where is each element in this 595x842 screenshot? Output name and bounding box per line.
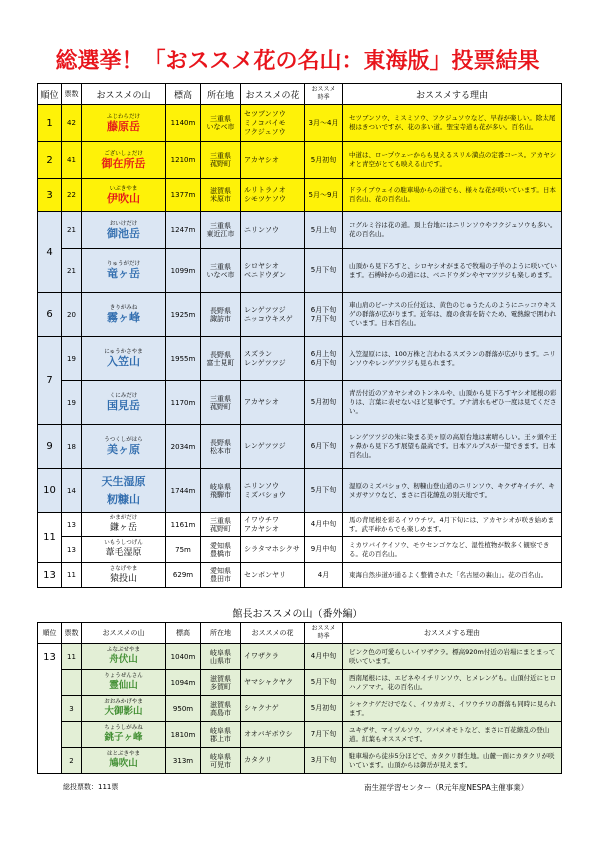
mountain-kana: にゅうかさやま	[104, 349, 143, 355]
city: いなべ市	[206, 270, 235, 279]
location-cell	[201, 644, 241, 670]
flower-cell	[241, 105, 305, 142]
header-height: 標高	[166, 84, 201, 105]
height-cell: 1744m	[166, 469, 201, 513]
table-row	[38, 537, 562, 563]
season-value: 6月下旬	[310, 305, 337, 314]
mountain-cell	[82, 337, 166, 381]
mountain-name: 美ヶ原	[107, 443, 140, 456]
prefecture: 長野県	[210, 438, 231, 447]
mountain-cell	[82, 105, 166, 142]
rank-cell: 9	[38, 425, 62, 469]
mountain-kana: くにみだけ	[109, 393, 138, 399]
reason-cell: 入笠湿原には、100万株と言われるスズランの群落が広がります。ニリンソウやレンゲツツジも見られます。	[343, 337, 562, 381]
season-cell: 5月初旬	[305, 696, 343, 722]
flower-name: アカヤシオ	[244, 155, 279, 164]
season-cell: 5月下旬	[305, 670, 343, 696]
season-cell	[305, 293, 343, 337]
reason-cell: 車山肩のビーナスの丘付近は、黄色のじゅうたんのようにニッコウキスゲの群落が広がります。近年は、鹿の食害を防ぐため、電熱線で囲われています。日本百名山。	[343, 293, 562, 337]
season-cell: 3月下旬	[305, 748, 343, 774]
reason-cell: セツブンソウ、ミスミソウ、フクジュソウなど、早春が楽しい。除太尾根はきついですが、花の多い道。聖宝寺道も花が多い。百名山。	[343, 105, 562, 142]
flower-cell	[241, 381, 305, 425]
header-season-a: おススメ	[311, 86, 336, 93]
votes-cell: 41	[62, 142, 82, 179]
mountain-cell	[82, 748, 166, 774]
reason-cell: ミカワバイケイソウ、モウセンゴケなど、湿性植物が数多く観察できる。花の百名山。	[343, 537, 562, 563]
height-cell: 1140m	[166, 105, 201, 142]
flower-name: ベニドウダン	[244, 270, 286, 279]
extra-row	[38, 670, 562, 696]
reason-cell: 西南尾根には、エビネやイチリンソウ、ヒメレンゲも。山頂付近にヒロハノアマナ。花の百名山。	[343, 670, 562, 696]
flower-name: スズラン	[244, 349, 272, 358]
mountain-name: 国見岳	[107, 399, 140, 412]
header-mountain: おススメの山	[82, 623, 166, 644]
mountain-name: 御池岳	[107, 226, 140, 240]
rank-cell: 2	[38, 142, 62, 179]
city: 東近江市	[206, 230, 235, 238]
page-title: 総選挙！「おススメ花の名山：東海版」投票結果	[55, 49, 540, 74]
reason-cell: 湿原のミズバショウ、籾糠山登山道のニリンソウ、キクザキイチゲ、キヌガサソウなど、まさに百花繚乱の別天地です。	[343, 469, 562, 513]
table-header	[38, 84, 562, 105]
flower-cell	[241, 469, 305, 513]
mountain-kana: うつくしがはら	[104, 437, 143, 443]
votes-cell: 13	[62, 537, 82, 563]
votes-cell: 21	[62, 249, 82, 293]
location-cell	[201, 469, 241, 513]
mountain-kana: おおみかげやま	[104, 699, 143, 705]
height-cell: 1040m	[166, 644, 201, 670]
extra-row	[38, 644, 562, 670]
mountain-kana: いもうしつげん	[104, 540, 143, 546]
season-value: 7月下旬	[310, 314, 337, 323]
mountain-cell	[82, 563, 166, 588]
header-mountain: おススメの山	[82, 84, 166, 105]
reason-cell: ユキザサ、マイヅルソウ、ツバメオモトなど、まさに百花繚乱の登山道。紅葉もオススメです。	[343, 722, 562, 748]
mountain-name: 霊仙山	[109, 680, 138, 691]
extra-row	[38, 748, 562, 774]
flower-name: ミズバショウ	[244, 490, 286, 499]
results-table	[37, 83, 562, 588]
mountain-cell	[82, 513, 166, 537]
flower-name: シロヤシオ	[244, 261, 279, 270]
prefecture: 三重県	[210, 262, 231, 271]
table-row	[38, 293, 562, 337]
header-flower: おススメの花	[241, 84, 305, 105]
height-cell: 75m	[166, 537, 201, 563]
flower-cell: オオバギボウシ	[241, 722, 305, 748]
extra-section-title: 館長おススメの山（番外編）	[232, 609, 363, 620]
city: 郡上市	[210, 734, 231, 743]
flower-cell: シャクナゲ	[241, 696, 305, 722]
flower-name: ニリンソウ	[244, 481, 279, 490]
flower-name: フクジュソウ	[244, 127, 286, 136]
mountain-cell	[82, 212, 166, 249]
city: 高島市	[210, 708, 231, 717]
mountain-kana: かまがだけ	[109, 515, 138, 521]
reason-cell: 中道は、ロープウェーからも見えるスリル満点の定番コース。アカヤシオと青空がとても映える山です。	[343, 142, 562, 179]
city: 米原市	[210, 195, 231, 203]
reason-cell: コグルミ谷は花の道。頂上台地にはニリンソウやフクジュソウも多い。花の百名山。	[343, 212, 562, 249]
location-cell	[201, 105, 241, 142]
flower-cell	[241, 212, 305, 249]
prefecture: 愛知県	[210, 541, 231, 550]
city: 豊田市	[210, 575, 231, 583]
height-cell: 629m	[166, 563, 201, 588]
season-cell: 4月中旬	[305, 644, 343, 670]
season-cell: 5月初旬	[305, 142, 343, 179]
flower-name: センボンヤリ	[244, 570, 286, 579]
votes-cell: 3	[62, 696, 82, 722]
mountain-cell	[82, 644, 166, 670]
mountain-name: 葦毛湿原	[105, 548, 142, 558]
location-cell	[201, 563, 241, 588]
flower-name: シモツケソウ	[244, 195, 286, 203]
table-row	[38, 425, 562, 469]
table-row	[38, 381, 562, 425]
flower-name: セツブンソウ	[244, 109, 286, 118]
city: 富士見町	[206, 358, 235, 367]
organizer: 南生涯学習センター（R元年度NESPA主催事業）	[364, 783, 529, 792]
reason-cell: 山頂から見下ろすと、シロヤシオがまるで牧場の子羊のように咲いています。石榑峠からの道には、ベニドウダンやヤマツツジも楽しめます。	[343, 249, 562, 293]
votes-cell: 42	[62, 105, 82, 142]
mountain-name: 御在所岳	[101, 156, 146, 170]
flower-cell	[241, 513, 305, 537]
mountain-kana: りゅうがだけ	[106, 261, 140, 267]
mountain-cell	[82, 249, 166, 293]
mountain-cell	[82, 696, 166, 722]
prefecture: 滋賀県	[210, 700, 231, 709]
prefecture: 長野県	[210, 350, 231, 359]
mountain-cell	[82, 722, 166, 748]
height-cell: 1099m	[166, 249, 201, 293]
mountain-kana: おいけだけ	[109, 220, 138, 227]
header-season-b: 時季	[317, 94, 330, 101]
votes-cell: 14	[62, 469, 82, 513]
season-cell: 5月～9月	[305, 179, 343, 212]
rank-cell: 6	[38, 293, 62, 337]
city: 豊橋市	[210, 549, 231, 558]
flower-name: シラタマホシクサ	[244, 545, 300, 553]
mountain-name: 鎌ヶ岳	[109, 523, 137, 533]
season-cell: 6月下旬	[305, 425, 343, 469]
mountain-name: 入笠山	[107, 355, 140, 368]
reason-cell: レンゲツツジの朱に染まる美ヶ原の高原台地は素晴らしい。王ヶ頭や王ヶ鼻から見下ろす展望も最高です。日本アルプスが一望できます。日本百名山。	[343, 425, 562, 469]
votes-cell: 21	[62, 212, 82, 249]
prefecture: 三重県	[210, 394, 231, 403]
prefecture: 岐阜県	[210, 482, 231, 491]
extra-table-header	[38, 623, 562, 644]
mountain-name: 大御影山	[104, 706, 143, 717]
flower-name: レンゲツツジ	[244, 442, 286, 450]
mountain-kana: ございしょだけ	[104, 150, 143, 157]
mountain-kana: りょうぜんさん	[104, 673, 143, 679]
height-cell: 1161m	[166, 513, 201, 537]
extra-table	[37, 622, 562, 774]
height-cell: 1170m	[166, 381, 201, 425]
city: 菰野町	[210, 160, 231, 168]
header-rank: 順位	[38, 84, 62, 105]
prefecture: 滋賀県	[210, 674, 231, 683]
city: 可児市	[210, 760, 231, 769]
city: 山県市	[210, 656, 231, 665]
mountain-name: 天生湿原	[101, 474, 146, 488]
mountain-kana: さなげやま	[109, 565, 138, 572]
season-cell: 5月上旬	[305, 212, 343, 249]
votes-cell: 22	[62, 179, 82, 212]
season-cell: 4月	[305, 563, 343, 588]
season-cell: 5月下旬	[305, 469, 343, 513]
mountain-kana: いぶきやま	[109, 185, 138, 192]
flower-name: アカヤシオ	[244, 398, 279, 406]
votes-cell: 20	[62, 293, 82, 337]
flower-cell	[241, 337, 305, 381]
votes-cell: 18	[62, 425, 82, 469]
mountain-name: 猿投山	[109, 573, 137, 584]
table-row	[38, 179, 562, 212]
location-cell	[201, 513, 241, 537]
flower-name: ニリンソウ	[244, 225, 279, 234]
city: 飛騨市	[210, 490, 231, 499]
mountain-cell	[82, 469, 166, 513]
total-votes: 総投票数：111票	[63, 783, 119, 791]
location-cell	[201, 748, 241, 774]
flower-name: レンゲツツジ	[244, 305, 286, 314]
location-cell	[201, 381, 241, 425]
height-cell: 2034m	[166, 425, 201, 469]
rank-cell: 3	[38, 179, 62, 212]
mountain-name: 鳩吹山	[109, 758, 138, 769]
season-cell: 5月初旬	[305, 381, 343, 425]
flower-name: ニッコウキスゲ	[244, 314, 293, 323]
flower-name: レンゲツツジ	[244, 358, 286, 367]
city: 松本市	[210, 446, 231, 455]
location-cell	[201, 722, 241, 748]
city: 多賀町	[210, 682, 231, 691]
reason-cell: シャクナゲだけでなく、イワカガミ、イワウチワの群落も同時に見られます。	[343, 696, 562, 722]
city: 菰野町	[210, 402, 231, 411]
prefecture: 三重県	[210, 516, 231, 525]
flower-cell: ヤマシャクヤク	[241, 670, 305, 696]
mountain-kana: はとぶきやま	[106, 751, 140, 757]
prefecture: 三重県	[210, 152, 231, 160]
rank-cell: 1	[38, 105, 62, 142]
mountain-cell	[82, 179, 166, 212]
votes-cell: 11	[62, 563, 82, 588]
mountain-name: 籾糠山	[107, 492, 140, 506]
season-cell: 9月中旬	[305, 537, 343, 563]
reason-cell: 東海自然歩道が通るよく整備された「名古屋の裏山」。花の百名山。	[343, 563, 562, 588]
reason-cell: 馬の背尾根を彩るイワウチワ。4月下旬には、アカヤシオが咲き始めます。武平峠からでも楽しめます。	[343, 513, 562, 537]
mountain-cell	[82, 293, 166, 337]
prefecture: 岐阜県	[210, 648, 231, 657]
location-cell	[201, 537, 241, 563]
prefecture: 三重県	[210, 115, 231, 123]
mountain-name: 竜ヶ岳	[107, 267, 140, 280]
header-reason: おススメする理由	[343, 84, 562, 105]
table-row	[38, 469, 562, 513]
rank-cell: 7	[38, 337, 62, 425]
reason-cell: 駐車場から徒歩5分ほどで、カタクリ群生地。山麓一面にカタクリが咲いています。山頂からは御岳が見えます。	[343, 748, 562, 774]
flower-name: ミノコバイモ	[244, 118, 286, 127]
votes-cell	[62, 670, 82, 696]
mountain-name: 伊吹山	[107, 191, 140, 205]
height-cell: 1377m	[166, 179, 201, 212]
season-cell: 5月下旬	[305, 249, 343, 293]
location-cell	[201, 696, 241, 722]
mountain-kana: きりがみね	[109, 305, 138, 311]
city: 菰野町	[210, 524, 231, 533]
table-row	[38, 212, 562, 249]
flower-cell	[241, 563, 305, 588]
flower-cell	[241, 425, 305, 469]
mountain-cell	[82, 425, 166, 469]
location-cell	[201, 179, 241, 212]
votes-cell: 2	[62, 748, 82, 774]
location-cell	[201, 670, 241, 696]
location-cell	[201, 425, 241, 469]
table-row	[38, 142, 562, 179]
flower-cell	[241, 249, 305, 293]
header-votes: 票数	[62, 84, 82, 105]
header-votes: 票数	[62, 623, 82, 644]
location-cell	[201, 142, 241, 179]
season-cell: 3月～4月	[305, 105, 343, 142]
header-flower: おススメの花	[241, 623, 305, 644]
prefecture: 岐阜県	[210, 726, 231, 735]
votes-cell: 11	[62, 644, 82, 670]
prefecture: 長野県	[210, 306, 231, 315]
votes-cell: 19	[62, 337, 82, 381]
reason-cell: ピンク色の可愛らしいイワザクラ。標高920m付近の岩場にまとまって咲いています。	[343, 644, 562, 670]
table-row	[38, 249, 562, 293]
flower-cell	[241, 293, 305, 337]
season-cell	[305, 337, 343, 381]
location-cell	[201, 212, 241, 249]
flower-cell	[241, 142, 305, 179]
rank-cell: 13	[38, 644, 62, 774]
season-value: 6月上旬	[310, 349, 337, 358]
header-reason: おススメする理由	[343, 623, 562, 644]
mountain-name: 霧ヶ峰	[107, 311, 140, 324]
flower-cell	[241, 179, 305, 212]
city: いなべ市	[206, 123, 235, 131]
header-location: 所在地	[201, 623, 241, 644]
season-value: 6月下旬	[310, 358, 337, 367]
rank-cell: 11	[38, 513, 62, 563]
height-cell: 950m	[166, 696, 201, 722]
prefecture: 三重県	[210, 222, 231, 230]
prefecture: 滋賀県	[210, 187, 231, 195]
mountain-cell	[82, 381, 166, 425]
flower-name: アカヤシオ	[244, 524, 279, 533]
table-row	[38, 513, 562, 537]
header-location: 所在地	[201, 84, 241, 105]
reason-cell: 青岳付近のアカヤシオのトンネルや、山頂から見下ろすヤシオ尾根の彩りは、言葉に表せないほど見事です。ブナ清水もぜひ一度は見てください。	[343, 381, 562, 425]
flower-cell: イワザクラ	[241, 644, 305, 670]
rank-cell: 10	[38, 469, 62, 513]
header-season-a: おススメ	[311, 625, 336, 632]
prefecture: 愛知県	[210, 567, 231, 575]
mountain-cell	[82, 537, 166, 563]
height-cell: 1094m	[166, 670, 201, 696]
extra-row	[38, 696, 562, 722]
mountain-name: 銚子ヶ峰	[104, 732, 143, 743]
city: 諏訪市	[210, 314, 231, 323]
location-cell	[201, 337, 241, 381]
header-season-b: 時季	[317, 633, 330, 640]
header-rank: 順位	[38, 623, 62, 644]
header-height: 標高	[166, 623, 201, 644]
flower-name: ルリトラノオ	[244, 186, 286, 194]
mountain-name: 舟伏山	[109, 654, 138, 665]
flower-cell: カタクリ	[241, 748, 305, 774]
extra-row	[38, 722, 562, 748]
table-row	[38, 563, 562, 588]
height-cell: 1810m	[166, 722, 201, 748]
mountain-kana: ふじわらだけ	[106, 113, 140, 120]
season-cell: 4月中旬	[305, 513, 343, 537]
header-season	[305, 84, 343, 105]
prefecture: 岐阜県	[210, 752, 231, 761]
mountain-cell	[82, 142, 166, 179]
votes-cell: 19	[62, 381, 82, 425]
height-cell: 313m	[166, 748, 201, 774]
table-row	[38, 337, 562, 381]
mountain-name: 藤原岳	[107, 119, 140, 133]
votes-cell	[62, 722, 82, 748]
rank-cell: 4	[38, 212, 62, 293]
mountain-kana: ちょうしがみね	[104, 725, 143, 731]
rank-cell: 13	[38, 563, 62, 588]
mountain-cell	[82, 670, 166, 696]
location-cell	[201, 249, 241, 293]
season-cell: 7月下旬	[305, 722, 343, 748]
height-cell: 1925m	[166, 293, 201, 337]
table-row	[38, 105, 562, 142]
height-cell: 1955m	[166, 337, 201, 381]
height-cell: 1210m	[166, 142, 201, 179]
header-season	[305, 623, 343, 644]
location-cell	[201, 293, 241, 337]
reason-cell: ドライブウェイの駐車場からの道でも、様々な花が咲いています。日本百名山、花の百名山。	[343, 179, 562, 212]
flower-name: イワウチワ	[244, 515, 279, 524]
flower-cell	[241, 537, 305, 563]
mountain-kana: ふなぶせやま	[106, 647, 140, 653]
height-cell: 1247m	[166, 212, 201, 249]
votes-cell: 13	[62, 513, 82, 537]
